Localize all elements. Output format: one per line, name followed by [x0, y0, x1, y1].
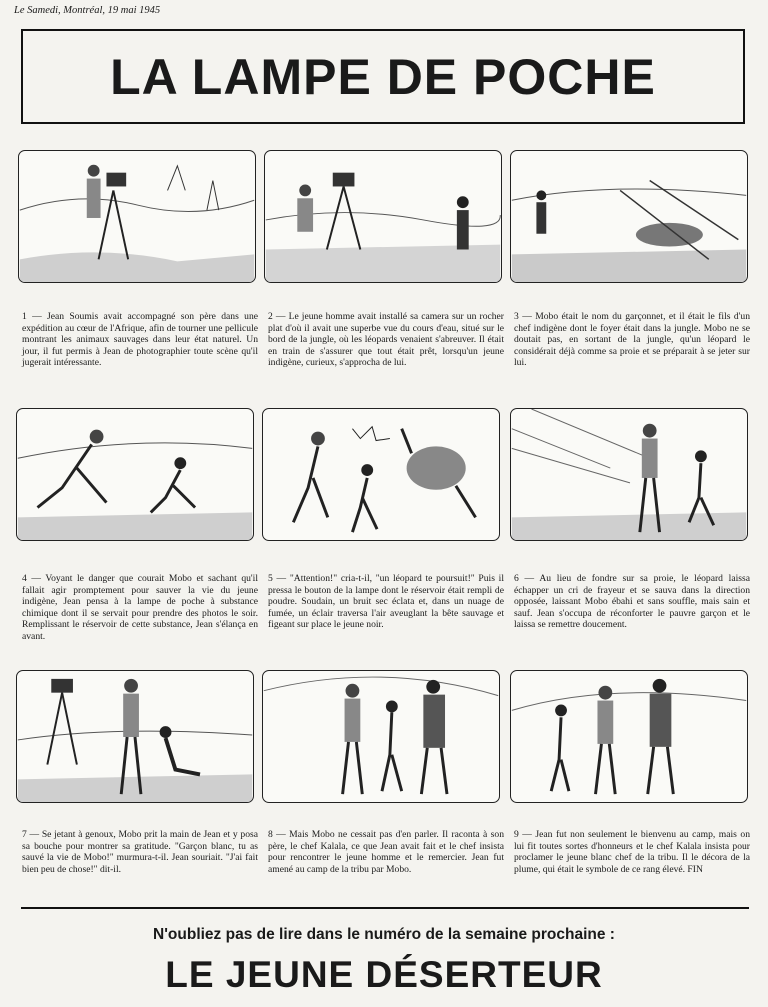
panel-caption-5: 5 — "Attention!" cria-t-il, "un léopard te poursuit!" Puis il pressa le bouton de la lampe dont le réservoir était rempli de poudre. Soudain, un bruit sec éclata et, dans un nuage de fumée, un éclair traversa l'air aveuglant la bête sauvage et figeant sur place le jeune noir. [268, 573, 504, 631]
comic-panel-1 [18, 150, 256, 283]
comic-panel-2 [264, 150, 502, 283]
page-title: LA LAMPE DE POCHE [110, 48, 656, 105]
comic-panel-8 [262, 670, 500, 803]
comic-panel-3 [510, 150, 748, 283]
panel-illustration-2 [265, 151, 501, 282]
page-header: Le Samedi, Montréal, 19 mai 1945 [14, 5, 161, 16]
panel-illustration-5 [263, 409, 499, 540]
next-issue-title: LE JEUNE DÉSERTEUR [165, 954, 603, 995]
panel-caption-9: 9 — Jean fut non seulement le bienvenu au camp, mais on lui fit toutes sortes d'honneurs et le chef Kalala insista pour proclamer le jeune blanc chef de la tribu. Il le décora de la plume, qui était le symbole de ce rang élevé. FIN [514, 829, 750, 875]
comic-panel-9 [510, 670, 748, 803]
comic-panel-7 [16, 670, 254, 803]
title-box [21, 29, 745, 124]
panel-caption-6: 6 — Au lieu de fondre sur sa proie, le léopard laissa échapper un cri de frayeur et se sauva dans la direction opposée, laissant Mobo ébahi et sans souffle, mais sain et sauf. Jean s'occupa de réconforter le pauvre garçon et le laissa se remettre doucement. [514, 573, 750, 631]
panel-caption-2: 2 — Le jeune homme avait installé sa camera sur un rocher plat d'où il avait une superbe vue du cours d'eau, situé sur le bord de la jungle, où les léopards venaient s'abreuver. Il était en train de s'assurer que tout était prêt, lorsqu'un jeune indigène, curieux, s'approcha de lui. [268, 311, 504, 369]
panel-illustration-7 [17, 671, 253, 802]
panel-caption-7: 7 — Se jetant à genoux, Mobo prit la main de Jean et y posa sa bouche pour montrer sa gratitude. "Garçon blanc, tu as sauvé la vie de Mobo!" murmura-t-il. Jean souriait. "J'ai fait bien peu de chose!" dit-il. [22, 829, 258, 875]
panel-illustration-8 [263, 671, 499, 802]
comic-panel-4 [16, 408, 254, 541]
panel-caption-3: 3 — Mobo était le nom du garçonnet, et il était le fils d'un chef indigène dont le foyer était dans la jungle. Mobo ne se doutait pas, en sortant de la jungle, qu'un léopard le considérait déjà comme sa proie et se préparait à se jeter sur lui. [514, 311, 750, 369]
panel-illustration-9 [511, 671, 747, 802]
panel-caption-8: 8 — Mais Mobo ne cessait pas d'en parler. Il raconta à son père, le chef Kalala, ce que Jean avait fait et le chef insista pour rencontrer le jeune homme et le remercier. Jean fut amené au camp de la tribu par Mobo. [268, 829, 504, 875]
comic-panel-5 [262, 408, 500, 541]
panel-caption-4: 4 — Voyant le danger que courait Mobo et sachant qu'il fallait agir promptement pour sauver la vie du jeune indigène, Jean pensa à la lampe de poche à substance chimique dont il se servait pour prendre des photos le soir. Remplissant le réservoir de cette substance, Jean s'élança en avant. [22, 573, 258, 642]
panel-illustration-3 [511, 151, 747, 282]
panel-illustration-6 [511, 409, 747, 540]
next-issue-notice: N'oubliez pas de lire dans le numéro de la semaine prochaine : [153, 926, 615, 943]
comic-panel-6 [510, 408, 748, 541]
panel-caption-1: 1 — Jean Soumis avait accompagné son père dans une expédition au cœur de l'Afrique, afin de tourner une pellicule montrant les animaux sauvages dans leur état naturel. Un jour, il fut permis à Jean de photographier toute scène qu'il jugerait intéressante. [22, 311, 258, 369]
panel-illustration-1 [19, 151, 255, 282]
footer-divider [21, 907, 749, 909]
panel-illustration-4 [17, 409, 253, 540]
